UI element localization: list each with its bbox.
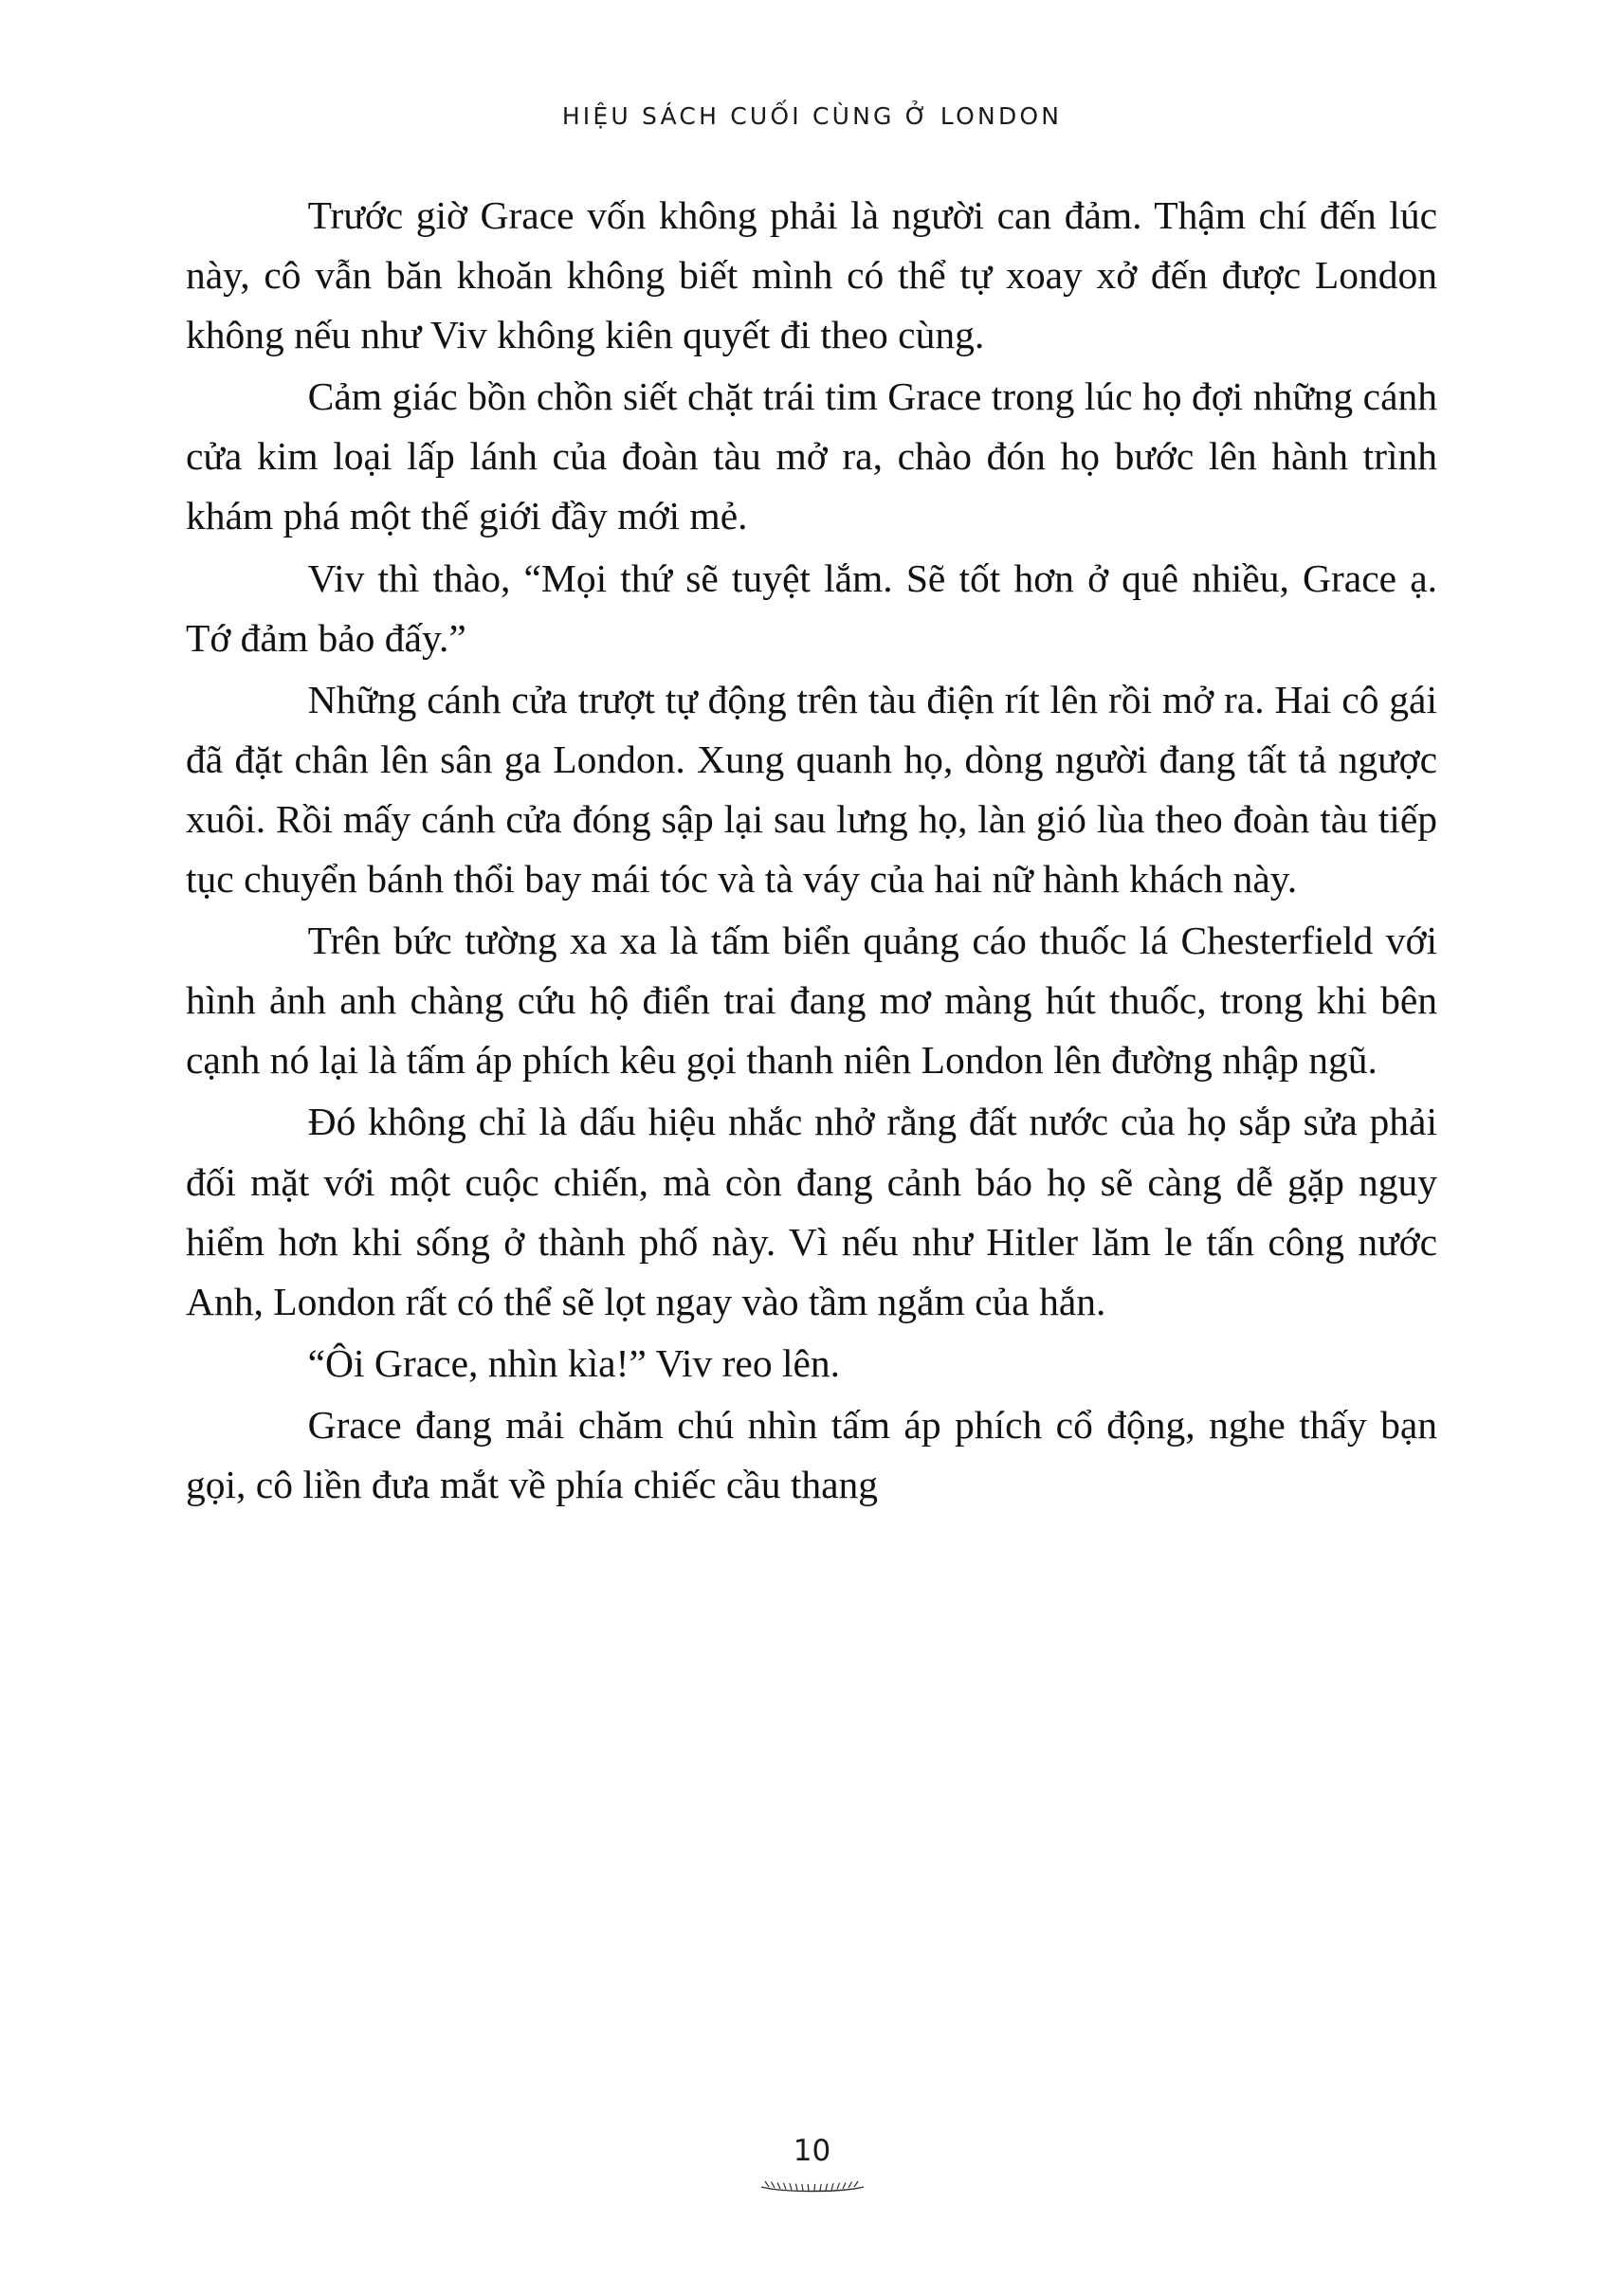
paragraph: “Ôi Grace, nhìn kìa!” Viv reo lên. <box>307 1340 841 1385</box>
paragraph: Viv thì thào, “Mọi thứ sẽ tuyệt lắm. Sẽ tốt hơn ở quê nhiều, Grace ạ. Tớ đảm bảo đấy.” <box>186 556 1437 660</box>
paragraph: Những cánh cửa trượt tự động trên tàu điện rít lên rồi mở ra. Hai cô gái đã đặt chân lên sân ga London. Xung quanh họ, dòng người đang tất tả ngược xuôi. Rồi mấy cánh cửa đóng sập lại sau lưng họ, làn gió lùa theo đoàn tàu tiếp tục chuyển bánh thổi bay mái tóc và tà váy của hai nữ hành khách này. <box>186 677 1437 902</box>
paragraph: Trên bức tường xa xa là tấm biển quảng cáo thuốc lá Chesterfield với hình ảnh anh chàng cứu hộ điển trai đang mơ màng hút thuốc, trong khi bên cạnh nó lại là tấm áp phích kêu gọi thanh niên London lên đường nhập ngũ. <box>186 919 1437 1083</box>
body-text-block <box>186 186 1437 1517</box>
paragraph: Cảm giác bồn chồn siết chặt trái tim Grace trong lúc họ đợi những cánh cửa kim loại lấp lánh của đoàn tàu mở ra, chào đón họ bước lên hành trình khám phá một thế giới đầy mới mẻ. <box>186 374 1437 538</box>
page-number: 10 <box>793 2134 831 2168</box>
running-head: HIỆU SÁCH CUỐI CÙNG Ở LONDON <box>561 102 1063 130</box>
laurel-ornament-icon <box>0 2170 1624 2195</box>
paragraph: Trước giờ Grace vốn không phải là người can đảm. Thậm chí đến lúc này, cô vẫn băn khoăn không biết mình có thể tự xoay xở đến được London không nếu như Viv không kiên quyết đi theo cùng. <box>186 193 1437 357</box>
paragraph: Đó không chỉ là dấu hiệu nhắc nhở rằng đất nước của họ sắp sửa phải đối mặt với một cuộc chiến, mà còn đang cảnh báo họ sẽ càng dễ gặp nguy hiểm hơn khi sống ở thành phố này. Vì nếu như Hitler lăm le tấn công nước Anh, London rất có thể sẽ lọt ngay vào tầm ngắm của hắn. <box>186 1100 1437 1323</box>
paragraph: Grace đang mải chăm chú nhìn tấm áp phích cổ động, nghe thấy bạn gọi, cô liền đưa mắt về phía chiếc cầu thang <box>186 1403 1437 1507</box>
